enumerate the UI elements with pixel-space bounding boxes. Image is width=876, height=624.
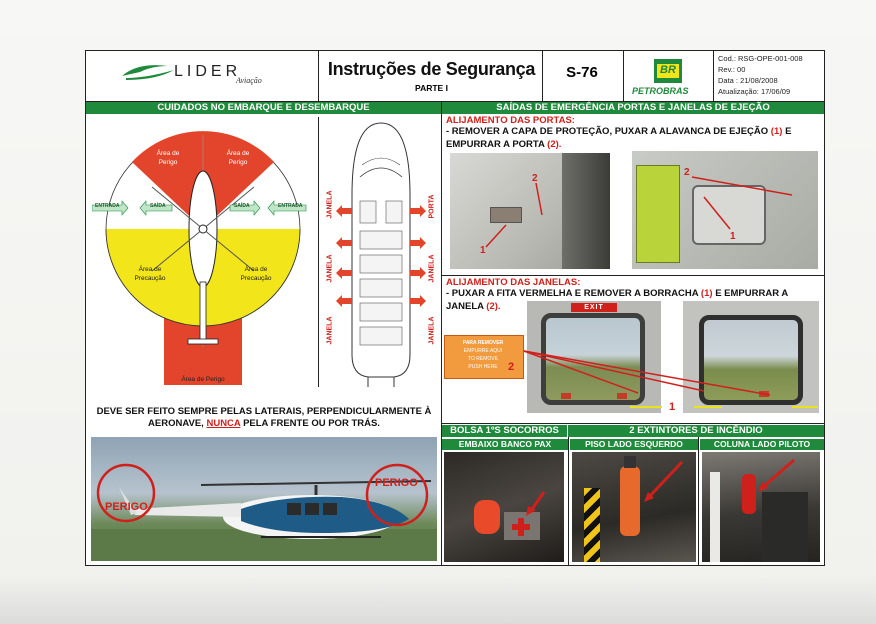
first-aid-title: BOLSA 1ºS SOCORROS [442, 425, 567, 437]
remove-window-sign: PARA REMOVER EMPURRE AQUI TO REMOVE PUSH HERE [444, 335, 524, 379]
first-aid-cross-icon [512, 518, 530, 536]
doc-code: Cod.: RSG-OPE-001-008 [718, 54, 803, 63]
brand-name: LIDER [174, 63, 242, 80]
door-photo-2 [632, 151, 818, 269]
door-mark-2b: 2 [684, 167, 690, 178]
door-photo-1 [450, 153, 610, 269]
entrada-right-label: ENTRADA [278, 203, 303, 209]
cabin-left-label-3: JANELA [326, 316, 334, 345]
boarding-section-title: CUIDADOS NO EMBARQUE E DESEMBARQUE [86, 102, 441, 114]
cabin-layout-diagram [322, 115, 440, 387]
first-aid-photo [444, 452, 564, 562]
caution-zone-left: Área de Precaução [134, 266, 166, 282]
caption-first-aid: EMBAIXO BANCO PAX [442, 439, 568, 450]
model-code: S-76 [566, 64, 598, 81]
windows-title: ALIJAMENTO DAS JANELAS: [446, 277, 581, 288]
door-mark-1b: 1 [730, 231, 736, 242]
caption-left-floor: PISO LADO ESQUERDO [570, 439, 698, 450]
entrada-left-label: ENTRADA [95, 203, 120, 209]
windows-instruction: - PUXAR A FITA VERMELHA E REMOVER A BORRACHA (1) E EMPURRAR A JANELA (2). [446, 288, 788, 312]
helicopter-photo [91, 437, 437, 561]
extinguisher-column-photo [702, 452, 820, 562]
door-mark-2: 2 [532, 173, 538, 184]
doors-instruction: - REMOVER A CAPA DE PROTEÇÃO, PUXAR A ALAVANCA DE EJEÇÃO (1) E EMPURRAR A PORTA (2). [446, 126, 792, 150]
window-mark-2: 2 [508, 361, 515, 373]
extinguisher-floor-photo [572, 452, 696, 562]
document-meta [718, 53, 824, 97]
window-mark-1: 1 [669, 401, 676, 413]
petrobras-logo [626, 55, 712, 99]
partner-name: PETROBRAS [632, 86, 689, 96]
window-arrows [442, 295, 824, 419]
exit-sign: EXIT [584, 304, 604, 311]
caption-pilot-column: COLUNA LADO PILOTO [700, 439, 824, 450]
page-title: Instruções de Segurança [327, 59, 536, 79]
cabin-right-label-3: JANELA [428, 316, 436, 345]
doc-updated: Atualização: 17/06/09 [718, 87, 791, 96]
saida-right-label: SAÍDA [234, 203, 250, 209]
cabin-left-label-2: JANELA [326, 254, 334, 283]
boarding-zones-diagram [92, 117, 314, 387]
never-text: NUNCA [206, 418, 241, 429]
danger-label-nose: PERIGO [375, 477, 418, 489]
cabin-right-label-2: JANELA [428, 254, 436, 283]
danger-zone-right: Área de Perigo [226, 150, 250, 166]
safety-card [85, 50, 825, 566]
lider-swoosh-icon [118, 60, 178, 84]
lider-logo [118, 60, 288, 94]
danger-label-tail: PERIGO [105, 501, 148, 513]
doc-date: Data : 21/08/2008 [718, 76, 778, 85]
brand-sub: Aviação [236, 76, 262, 85]
exits-section-title: SAÍDAS DE EMERGÊNCIA PORTAS E JANELAS DE EJEÇÃO [442, 102, 824, 114]
doc-revision: Rev.: 00 [718, 65, 746, 74]
danger-zone-tail: Área de Perigo [181, 376, 225, 383]
extinguishers-title: 2 EXTINTORES DE INCÊNDIO [568, 425, 824, 437]
doors-title: ALIJAMENTO DAS PORTAS: [446, 115, 575, 126]
cabin-right-label-1: PORTA [428, 194, 436, 219]
saida-left-label: SAÍDA [150, 203, 166, 209]
caution-zone-right: Área de Precaução [240, 266, 272, 282]
cabin-left-label-1: JANELA [326, 190, 334, 219]
door-mark-1: 1 [480, 245, 486, 256]
boarding-note: DEVE SER FEITO SEMPRE PELAS LATERAIS, PERPENDICULARMENTE À AERONAVE, NUNCA PELA FRENTE OU POR TRÁS. [96, 406, 432, 429]
page-subtitle: PARTE I [415, 83, 448, 93]
br-logo-icon: BR [654, 59, 682, 83]
danger-zone-left: Área de Perigo [156, 150, 180, 166]
